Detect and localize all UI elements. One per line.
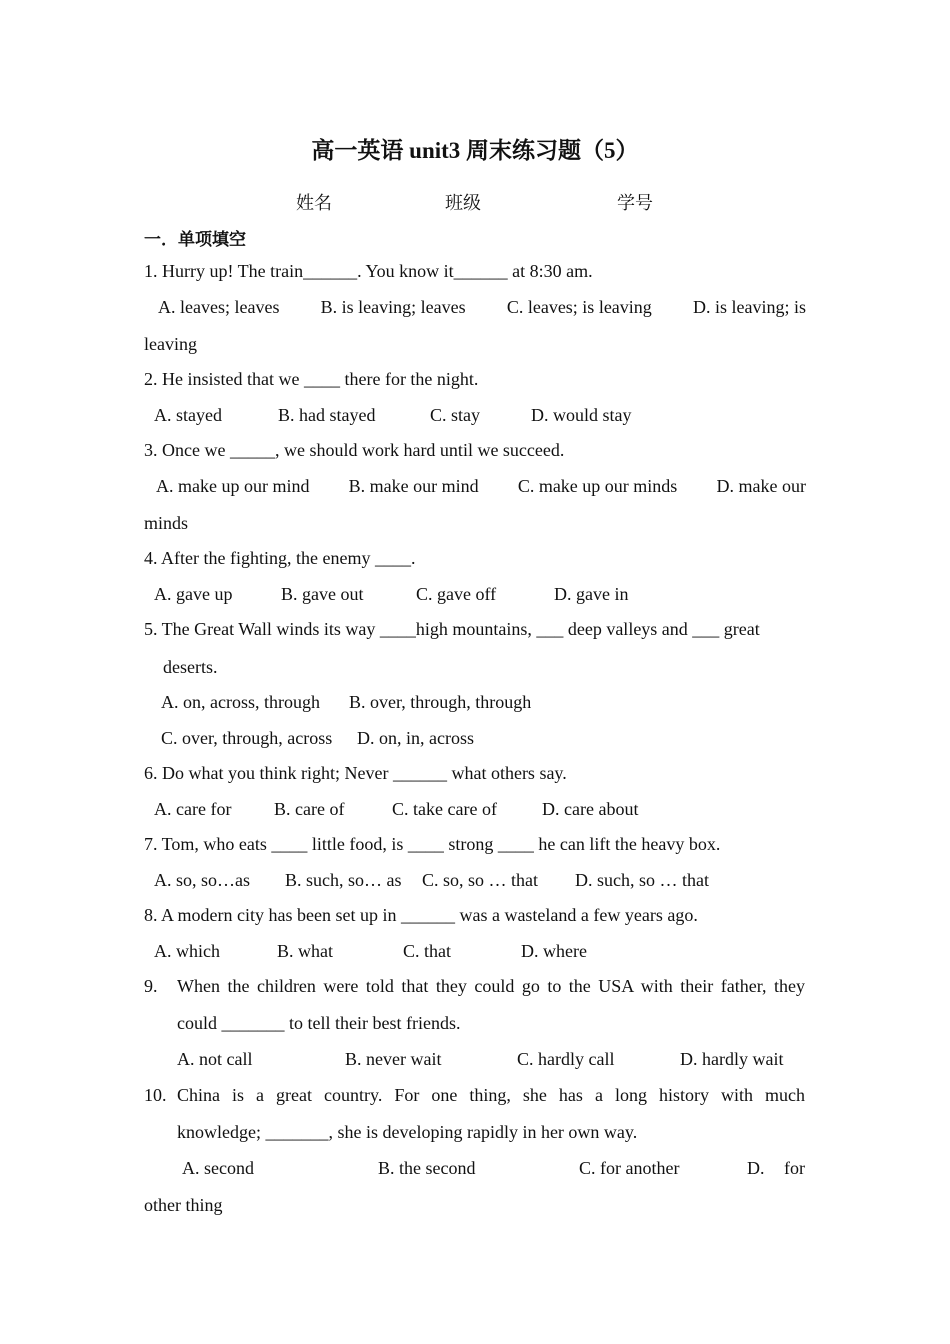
question-10-number: 10. xyxy=(144,1085,167,1105)
page-title: 高一英语 unit3 周末练习题（5） xyxy=(311,138,639,163)
option-d: D. on, in, across xyxy=(357,728,474,748)
question-5-stem-cont: deserts. xyxy=(163,657,218,677)
option-a: A. make up our mind xyxy=(156,476,310,496)
option-a: A. care for xyxy=(154,799,232,819)
option-d: D. would stay xyxy=(531,405,632,425)
question-10-continuation: other thing xyxy=(144,1195,223,1215)
question-2-stem: 2. He insisted that we ____ there for the night. xyxy=(144,369,479,389)
option-a: A. second xyxy=(182,1158,254,1178)
option-b: B. over, through, through xyxy=(349,692,532,712)
question-3-continuation: minds xyxy=(144,513,189,533)
option-a: A. stayed xyxy=(154,405,222,425)
option-b: B. gave out xyxy=(281,584,364,604)
question-6-stem: 6. Do what you think right; Never ______ what others say. xyxy=(144,763,567,783)
name-label: 姓名 xyxy=(296,193,332,213)
question-4-stem: 4. After the fighting, the enemy ____. xyxy=(144,548,416,568)
option-c: C. gave off xyxy=(416,584,497,604)
option-d: D. xyxy=(747,1158,765,1178)
option-a: A. not call xyxy=(177,1049,253,1069)
section-heading: 一．单项填空 xyxy=(144,230,246,249)
option-d: D. hardly wait xyxy=(680,1049,784,1069)
question-3-options xyxy=(144,475,806,497)
question-10-stem-cont: knowledge; _______, she is developing rapidly in her own way. xyxy=(177,1122,638,1142)
question-3-stem: 3. Once we _____, we should work hard until we succeed. xyxy=(144,440,565,460)
option-b: B. what xyxy=(277,941,333,961)
option-a: A. so, so…as xyxy=(154,870,251,890)
option-d: D. gave in xyxy=(554,584,629,604)
option-b: B. the second xyxy=(378,1158,476,1178)
question-10-stem: China is a great country. For one thing, she has a long history with much xyxy=(177,1085,805,1105)
option-d: D. such, so … that xyxy=(575,870,709,890)
question-1-options xyxy=(144,296,806,318)
option-d: D. make our xyxy=(716,476,806,496)
question-1-stem: 1. Hurry up! The train______. You know it______ at 8:30 am. xyxy=(144,261,593,281)
question-8-stem: 8. A modern city has been set up in ______ was a wasteland a few years ago. xyxy=(144,905,698,925)
option-c: C. leaves; is leaving xyxy=(506,297,652,317)
option-b: B. make our mind xyxy=(348,476,479,496)
option-c: C. stay xyxy=(430,405,481,425)
option-a: A. on, across, through xyxy=(161,692,320,712)
option-c: C. take care of xyxy=(392,799,497,819)
option-c: C. make up our minds xyxy=(517,476,678,496)
option-b: B. never wait xyxy=(345,1049,442,1069)
option-d: D. is leaving; is xyxy=(693,297,806,317)
question-9-stem-cont: could _______ to tell their best friends. xyxy=(177,1013,461,1033)
option-c: C. that xyxy=(403,941,451,961)
question-9-stem: When the children were told that they could go to the USA with their father, they xyxy=(177,976,805,996)
question-1-continuation: leaving xyxy=(144,334,197,354)
option-c: C. hardly call xyxy=(517,1049,615,1069)
option-a: A. gave up xyxy=(154,584,233,604)
question-7-stem: 7. Tom, who eats ____ little food, is ____ strong ____ he can lift the heavy box. xyxy=(144,834,721,854)
option-d: D. where xyxy=(521,941,587,961)
number-label: 学号 xyxy=(617,193,653,213)
option-a: A. which xyxy=(154,941,220,961)
question-9-number: 9. xyxy=(144,976,158,996)
question-5-stem: 5. The Great Wall winds its way ____high mountains, ___ deep valleys and ___ great xyxy=(144,619,760,639)
option-d-text: for xyxy=(784,1158,805,1178)
option-b: B. care of xyxy=(274,799,345,819)
option-b: B. is leaving; leaves xyxy=(320,297,466,317)
option-c: C. over, through, across xyxy=(161,728,333,748)
class-label: 班级 xyxy=(445,193,481,213)
option-c: C. for another xyxy=(579,1158,680,1178)
option-b: B. such, so… as xyxy=(285,870,402,890)
option-c: C. so, so … that xyxy=(422,870,539,890)
option-d: D. care about xyxy=(542,799,639,819)
option-a: A. leaves; leaves xyxy=(158,297,280,317)
option-b: B. had stayed xyxy=(278,405,376,425)
